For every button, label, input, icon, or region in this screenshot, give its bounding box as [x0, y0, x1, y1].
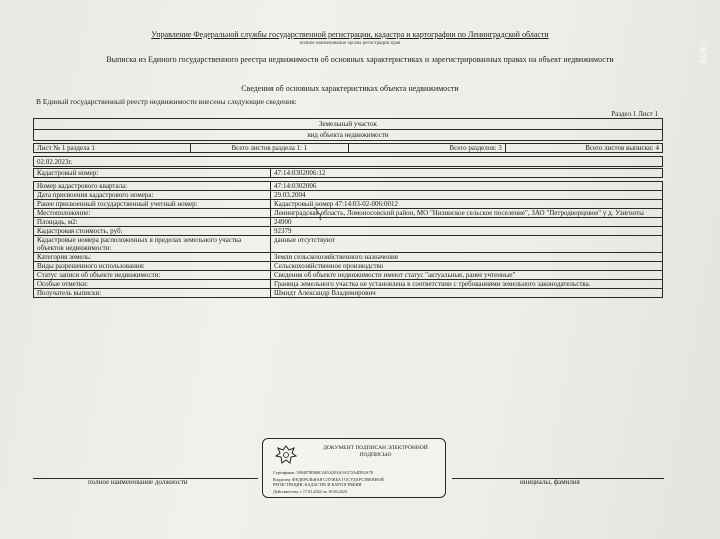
object-type: Земельный участок	[34, 119, 663, 130]
table-row	[34, 209, 663, 218]
field-label: Кадастровый номер:	[34, 169, 271, 178]
field-value: 29.03.2004	[271, 191, 663, 200]
table-row	[34, 227, 663, 236]
field-value: Сельскохозяйственное производство	[271, 262, 663, 271]
field-label: Особые отметки:	[34, 280, 271, 289]
table-row	[34, 218, 663, 227]
table-row	[34, 169, 663, 178]
org-name: Управление Федеральной службы государственной регистрации, кадастра и картографии по Ленинградской области	[151, 30, 549, 39]
sheet-info-row	[33, 143, 663, 153]
stamp-title: ДОКУМЕНТ ПОДПИСАН ЭЛЕКТРОННОЙ ПОДПИСЬЮ	[323, 445, 428, 458]
razdel-label: Раздел 1 Лист 1	[611, 110, 658, 118]
field-value: 24900	[271, 218, 663, 227]
avito-watermark-icon	[698, 18, 716, 88]
field-label: Категория земель:	[34, 253, 271, 262]
handwritten-mark-icon	[312, 205, 324, 221]
position-caption: полное наименование должности	[88, 478, 188, 486]
field-label: Кадастровые номера расположенных в пределах земельного участка объектов недвижимости:	[34, 236, 271, 253]
stamp-owner-1: Владелец: ФЕДЕРАЛЬНАЯ СЛУЖБА ГОСУДАРСТВЕННОЙ	[273, 477, 384, 482]
field-label: Номер кадастрового квартала:	[34, 182, 271, 191]
table-row	[34, 200, 663, 209]
extract-title: Выписка из Единого государственного реестра недвижимости об основных характеристиках и зарегистрированных правах на объект недвижимости	[106, 55, 614, 64]
table-row	[34, 253, 663, 262]
field-label: Виды разрешенного использования:	[34, 262, 271, 271]
field-value: данные отсутствуют	[271, 236, 663, 253]
field-label: Дата присвоения кадастрового номера:	[34, 191, 271, 200]
field-value: Земли сельскохозяйственного назначения	[271, 253, 663, 262]
e-signature-stamp	[262, 438, 446, 498]
svg-text:Avito: Avito	[698, 40, 710, 66]
sheet-total-sheets: Всего листов выписки: 4	[585, 144, 659, 152]
object-type-table	[33, 118, 663, 141]
table-row	[34, 236, 663, 253]
field-value: 47:14:0302006:12	[271, 169, 663, 178]
org-caption: полное наименование органа регистрации прав	[299, 41, 401, 46]
field-label: Площадь, м2:	[34, 218, 271, 227]
sheet-total-sections: Всего разделов: 3	[349, 144, 506, 152]
field-value: 92379	[271, 227, 663, 236]
table-row	[34, 182, 663, 191]
field-value: Ленинградская область, Ломоносовский район, МО "Низинское сельское поселение", ЗАО "Петродворцовое" у д. Узигонты	[271, 209, 663, 218]
intro-text: В Единый государственный реестр недвижимости внесены следующие сведения:	[36, 97, 297, 106]
table-row	[34, 271, 663, 280]
field-label: Получатель выписки:	[34, 289, 271, 298]
field-value: Граница земельного участка не установлена в соответствии с требованиями земельного законодательства.	[271, 280, 663, 289]
field-label: Статус записи об объекте недвижимости:	[34, 271, 271, 280]
stamp-certificate: Сертификат: 5094079D6BCA81A2F4A3A572A4DF4A78	[273, 470, 373, 475]
field-value: 47:14:0302006	[271, 182, 663, 191]
sheet-total-section: Всего листов раздела 1: 1	[191, 144, 348, 152]
field-value: Кадастровый номер 47:14:03-02-006:0012	[271, 200, 663, 209]
field-label: Кадастровая стоимость, руб:	[34, 227, 271, 236]
fields-table	[33, 168, 663, 298]
document-date: 02.02.2023г.	[33, 156, 663, 167]
table-row	[34, 289, 663, 298]
sheet-list: Лист № 1 раздела 1	[34, 144, 191, 152]
stamp-validity: Действителен: с 17.03.2022 по 10.06.2023	[273, 489, 348, 494]
initials-caption: инициалы, фамилия	[520, 478, 580, 486]
field-value: Сведения об объекте недвижимости имеют статус "актуальные, ранее учтенные"	[271, 271, 663, 280]
stamp-owner-2: РЕГИСТРАЦИИ, КАДАСТРА И КАРТОГРАФИИ	[273, 482, 362, 487]
field-value: Шмидт Александр Владимирович	[271, 289, 663, 298]
object-type-caption: вид объекта недвижимости	[34, 130, 663, 141]
field-label: Местоположение:	[34, 209, 271, 218]
table-row	[34, 191, 663, 200]
table-row	[34, 280, 663, 289]
table-row	[34, 262, 663, 271]
section-title: Сведения об основных характеристиках объекта недвижимости	[241, 84, 459, 93]
field-label: Ранее присвоенный государственный учетный номер:	[34, 200, 271, 209]
emblem-icon	[273, 443, 299, 467]
